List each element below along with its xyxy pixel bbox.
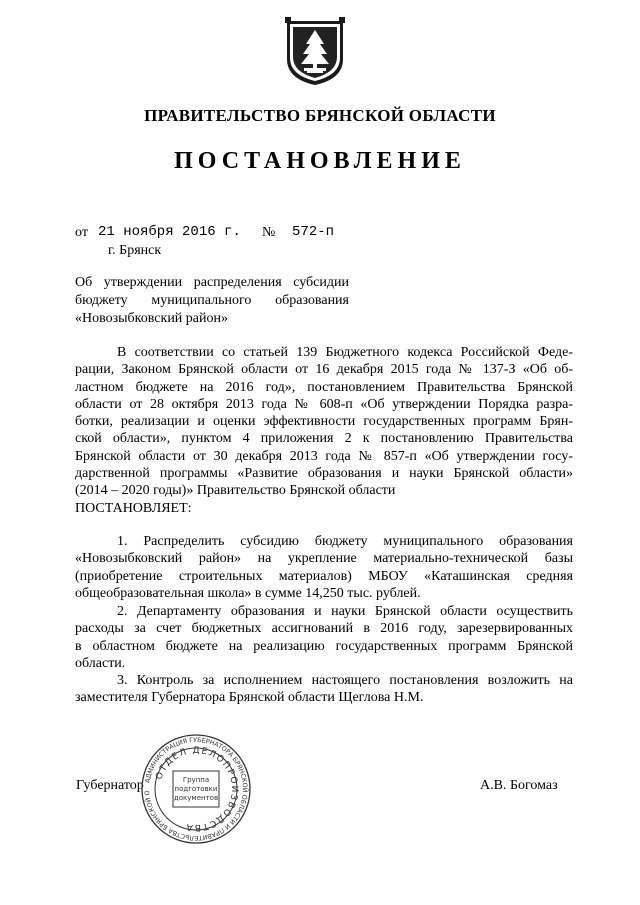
preamble-line: (2014 – 2020 годы)» Правительство Брянской области <box>75 483 396 499</box>
city: г. Брянск <box>108 243 162 258</box>
preamble-line: В соответствии со статьей 139 Бюджетного кодекса Российской Феде- <box>117 345 573 360</box>
item-line: 3. Контроль за исполнением настоящего постановления возложить на <box>117 673 573 688</box>
preamble-line: области от 28 октября 2013 года № 608-п «Об утверждении Порядка разра- <box>75 396 573 412</box>
item-line: общеобразовательная школа» в сумме 14,250 тыс. рублей. <box>75 585 421 601</box>
item-line: расходы за счет бюджетных ассигнований в 2016 году, зарезервированных <box>75 621 573 637</box>
resolution-item-1 <box>75 533 573 602</box>
date-prefix: от <box>75 225 88 240</box>
svg-text:ОТДЕЛ ДЕЛОПРОИЗВОДСТВА: ОТДЕЛ ДЕЛОПРОИЗВОДСТВА <box>154 745 240 833</box>
subject-line: бюджету муниципального образования <box>75 293 349 308</box>
bryansk-coat-of-arms-icon <box>285 17 345 87</box>
signatory-position: Губернатор <box>76 778 144 793</box>
svg-text:Группа: Группа <box>182 776 210 784</box>
preamble-line: ской области», пунктом 4 приложения 2 к постановлению Правительства <box>75 431 573 447</box>
document-number: 572-п <box>292 224 335 240</box>
government-title: ПРАВИТЕЛЬСТВО БРЯНСКОЙ ОБЛАСТИ <box>144 106 496 125</box>
signatory-name: А.В. Богомаз <box>480 778 558 793</box>
resolution-item-2 <box>75 603 573 672</box>
resolves-heading: ПОСТАНОВЛЯЕТ: <box>75 500 192 516</box>
item-line: «Новозыбковский район» на укрепление материально-технической базы <box>75 551 573 567</box>
document-date: 21 ноября 2016 г. <box>98 224 241 240</box>
preamble-line: ботки, реализации и оценки эффективности государственных программ Брян- <box>75 414 573 430</box>
svg-text:АДМИНИСТРАЦИЯ ГУБЕРНАТОРА БРЯН: АДМИНИСТРАЦИЯ ГУБЕРНАТОРА БРЯНСКОЙ ОБЛАСТИ И ПРАВИТЕЛЬСТВА БРЯНСКОЙ О <box>143 736 249 842</box>
resolution-item-3 <box>75 672 573 707</box>
item-line: 1. Распределить субсидию бюджету муниципального образования <box>117 534 573 549</box>
document-type-title: ПОСТАНОВЛЕНИЕ <box>174 148 466 174</box>
item-line: 2. Департаменту образования и науки Брянской области осуществить <box>117 604 573 619</box>
preamble-line: рации, Законом Брянской области от 16 декабря 2015 года № 137-З «Об об- <box>75 362 573 378</box>
svg-text:подготовки: подготовки <box>174 785 218 793</box>
subject-line: Об утверждении распределения субсидии <box>75 275 349 290</box>
item-line: в областном бюджете на реализацию государственных программ Брянской <box>75 638 573 654</box>
number-sign: № <box>262 225 276 240</box>
item-line: (приобретение строительных материалов) МБОУ «Каташинская средняя <box>75 568 573 584</box>
preamble-paragraph <box>75 344 573 517</box>
preamble-line: Брянской области от 30 декабря 2013 года № 857-п «Об утверждении госу- <box>75 448 573 464</box>
preamble-line: ластном бюджете на 2016 год», постановлением Правительства Брянской <box>75 379 573 395</box>
office-stamp-icon <box>140 733 252 845</box>
subject-line: «Новозыбковский район» <box>75 311 229 326</box>
document-subject <box>75 274 349 328</box>
svg-text:документов: документов <box>173 794 219 802</box>
preamble-line: дарственной программы «Развитие образования и науки Брянской области» <box>75 466 573 482</box>
item-line: области. <box>75 655 126 671</box>
item-line: заместителя Губернатора Брянской области Щеглова Н.М. <box>75 690 424 706</box>
